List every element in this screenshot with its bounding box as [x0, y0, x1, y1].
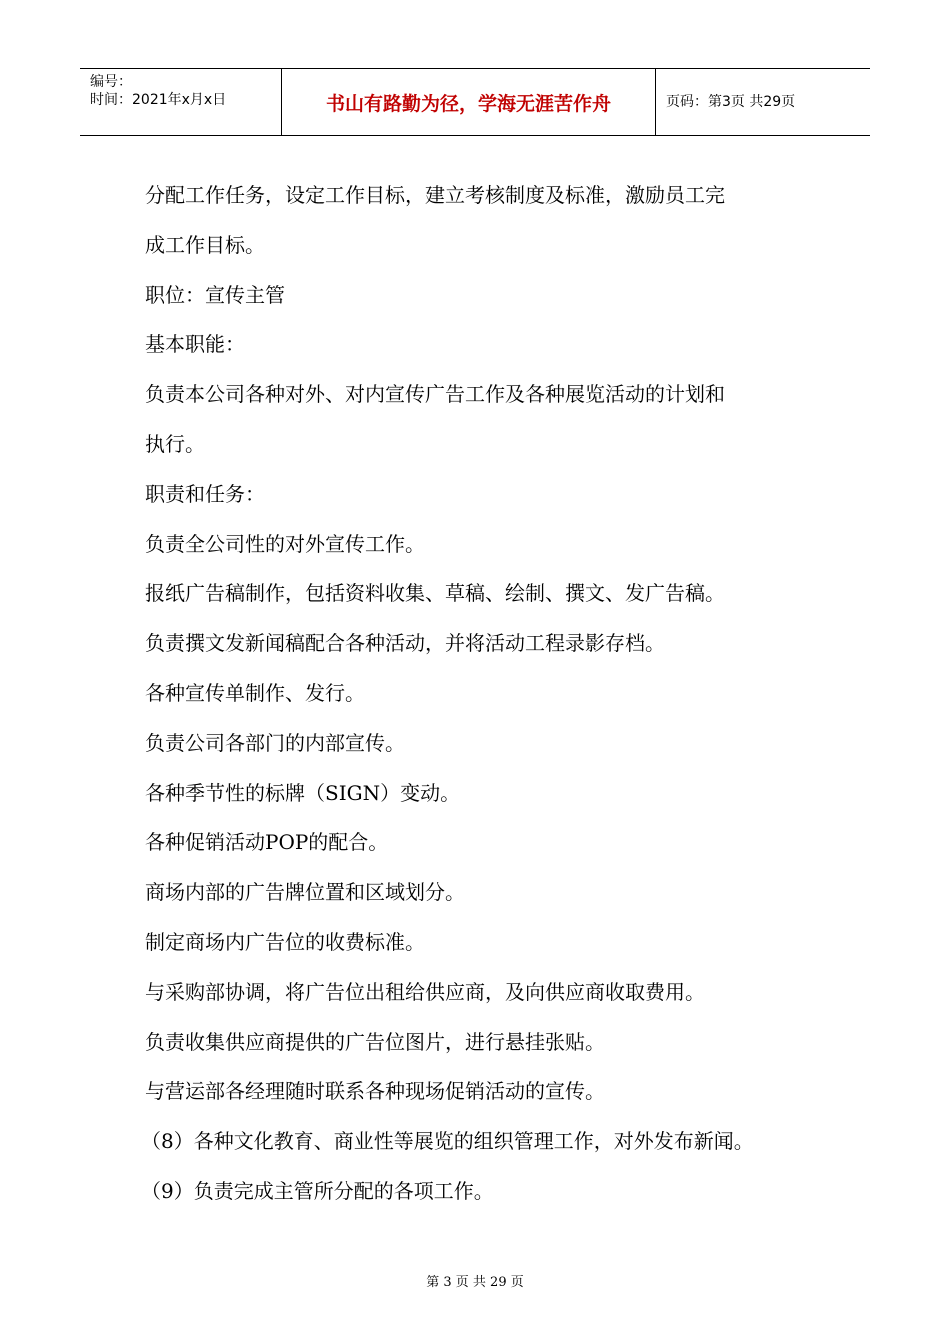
document-body: [141, 178, 835, 1224]
body-line: 负责本公司各种对外、对内宣传广告工作及各种展览活动的计划和: [145, 382, 725, 407]
body-line: 各种季节性的标牌（SIGN）变动。: [145, 780, 461, 805]
body-line-numbered: （8）各种文化教育、商业性等展览的组织管理工作，对外发布新闻。: [141, 1129, 754, 1154]
body-line: 制定商场内广告位的收费标准。: [145, 929, 425, 954]
body-line: 负责公司各部门的内部宣传。: [145, 730, 405, 755]
body-line: 基本职能：: [145, 332, 245, 357]
body-line: 各种促销活动POP的配合。: [145, 830, 389, 855]
body-line: 分配工作任务，设定工作目标，建立考核制度及标准，激励员工完: [145, 183, 725, 207]
body-line: 商场内部的广告牌位置和区域划分。: [145, 880, 465, 905]
body-line: 执行。: [145, 431, 205, 456]
page-header: [80, 68, 870, 136]
doc-time: 时间：2021年x月x日: [90, 92, 227, 108]
header-motto: 书山有路勤为径，学海无涯苦作舟: [325, 93, 611, 115]
header-motto-cell: [282, 69, 656, 135]
header-meta-cell: [80, 69, 282, 135]
body-line: 负责撰文发新闻稿配合各种活动，并将活动工程录影存档。: [145, 631, 665, 656]
body-line: 职责和任务：: [145, 481, 265, 506]
doc-number-label: 编号：: [90, 74, 132, 90]
body-line-numbered: （9）负责完成主管所分配的各项工作。: [141, 1178, 494, 1203]
body-line: 成工作目标。: [145, 232, 265, 257]
body-line: 与营运部各经理随时联系各种现场促销活动的宣传。: [145, 1079, 605, 1104]
body-line: 各种宣传单制作、发行。: [145, 680, 365, 705]
body-line: 职位：宣传主管: [145, 282, 285, 307]
body-line: 负责收集供应商提供的广告位图片，进行悬挂张贴。: [145, 1029, 605, 1054]
body-line: 与采购部协调，将广告位出租给供应商，及向供应商收取费用。: [145, 979, 705, 1004]
header-page-cell: [656, 69, 870, 135]
page-footer: 第 3 页 共 29 页: [426, 1275, 524, 1290]
header-page-code: 页码：第3页 共29页: [666, 94, 796, 110]
body-line: 报纸广告稿制作，包括资料收集、草稿、绘制、撰文、发广告稿。: [145, 581, 725, 606]
body-line: 负责全公司性的对外宣传工作。: [145, 531, 425, 556]
